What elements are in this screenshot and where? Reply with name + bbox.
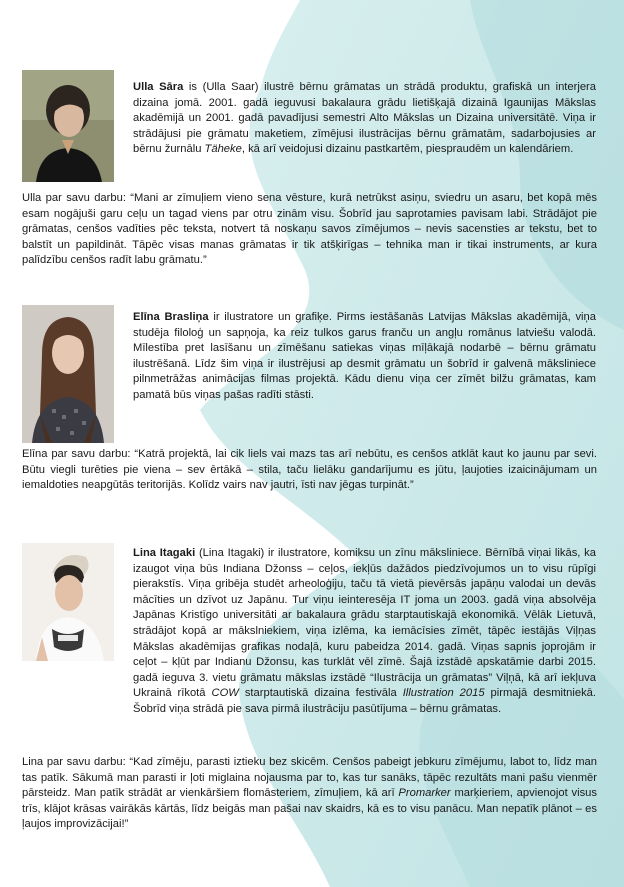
profile-name: Ulla Sāra [133, 81, 184, 93]
magazine-title: Täheke [204, 143, 242, 156]
profile-bio-ulla: Ulla Sāra is (Ulla Saar) ilustrē bērnu grāmatas un strādā produktu, grafiskā un interjera dizaina jomā. 2001. gadā ieguvusi bakalaura grādu lietišķajā dizainā Igaunijas Mākslas akadēmijā un 2001. gadā pavadījusi semestri Alto Mākslas un Dizaina universitātē. Viņa ir strādājusi pie grāmatu maketiem, zīmējusi ilustrācijas bērnu grāmatām, sadarbojusies ar bērnu žurnālu Täheke, kā arī veidojusi dizainu pastkartēm, piespraudēm un kalendāriem. [133, 81, 596, 156]
profile-quote-ulla: Ulla par savu darbu: “Mani ar zīmuļiem vieno sena vēsture, kurā netrūkst asiņu, sviedru un asaru, bet kopā mēs esam nogājuši garu ceļu un tagad viens par otru zinām visu. Šobrīd jau saprotamies pavisam labi. Strādājot pie grāmatas, cenšos vadīties pēc teksta, notvert tā noskaņu savos zīmējumos – nevis sacensties ar tekstu, bet to balstīt un papildināt. Tāpēc visas manas grāmatas ir tik atšķirīgas – tehnika man ir tikai instruments, ar kura palīdzību cenšos radīt labu grāmatu.” [22, 192, 597, 267]
profile-name: Elīna Brasliņa [133, 311, 209, 323]
festival-title: COW [211, 687, 239, 700]
profile-bio-lina: Lina Itagaki (Lina Itagaki) ir ilustratore, komiksu un zīnu māksliniece. Bērnībā viņai likās, ka izaugot viņa būs Indiana Džonss – ceļos, iekļūs dažādos piedzīvojumos un to visu rūpīgi pierakstīs. Viņa gribēja studēt arheoloģiju, taču tā vietā pievērsās japāņu valodai un devās mācīties un dzīvot uz Japānu. Tur viņu ieinteresēja IT joma un 2003. gadā viņa absolvēja Japānas Kristīgo universitāti ar bakalaura grādu starptautiskajā ekonomikā. Vēlāk Lietuvā, strādājot kopā ar mākslniekiem, viņa izlēma, ka iemācīsies zīmēt, tāpēc iestājās Viļņas Mākslas akadēmijas grafikas nodaļā, kuru pabeidza 2014. gadā. Viņas sapnis joprojām ir ceļot – kļūt par Indianu Džonsu, kas turklāt vēl zīmē. Šajā izstādē apskatāmie darbi 2015. gadā ieguva 3. vietu grāmatu mākslas izstādē “Ilustrācija un grāmatas” Viļņā, kā arī iekļuva Ukrainā rīkotā COW starptautiskā dizaina festivāla Illustration 2015 pirmajā desmitniekā. Šobrīd viņa strādā pie sava pirmā ilustrāciju pasūtījuma – bērnu grāmatas. [133, 547, 596, 715]
marker-brand-title: Promarker [398, 787, 451, 800]
profile-quote-elina: Elīna par savu darbu: “Katrā projektā, lai cik liels vai mazs tas arī nebūtu, es cenšos atklāt kaut ko jaunu par sevi. Būtu viegli turēties pie viena – sev ērtākā – stila, taču lielāku gandarījumu es jūtu, ļaujoties izaicinājumam un iemaldoties neapgūtās teritorijās. Kolīdz vairs nav jautri, īsti nav jēgas turpināt.” [22, 448, 597, 492]
profile-bio-elina: Elīna Brasliņa ir ilustratore un grafiķe. Pirms iestāšanās Latvijas Mākslas akadēmijā, viņa studēja filoloģ un sapņoja, ka reiz tulkos garus franču un angļu romānus latviešu valodā. Mīlestība pret lasīšanu un zīmēšanu satiekas viņas mīļākajā nodarbē – bērnu grāmatu ilustrēšanā. Līdz šim viņa ir ilustrējusi ap desmit grāmatu un šobrīd ir galvenā māksliniece pilnmetrāžas animācijas filmas projektā. Kādu dienu viņa cer zīmēt bilžu grāmatas, kam pamatā būs viņas pašas radīti stāsti. [133, 311, 596, 401]
profile-quote-lina: Lina par savu darbu: “Kad zīmēju, parasti iztieku bez skicēm. Cenšos pabeigt jebkuru zīmējumu, labot to, līdz man tas patīk. Sākumā man parasti ir ļoti miglaina nojausma par to, kas tur sanāks, tāpēc rezultāts mani pašu vienmēr pārsteidz. Man patīk strādāt ar vienkāršiem flomāsteriem, zīmuļiem, kā arī Promarker marķieriem, apvienojot visus trīs, klājot krāsas vairākās kārtās, līdz beigās man pašai nav skaidrs, kā es to visu panācu. Man nepatīk plānot – es ļaujos improvizācijai!” [22, 756, 597, 831]
festival-edition-title: Illustration 2015 [402, 687, 485, 700]
portrait-photo-elina [22, 305, 114, 443]
profile-name: Lina Itagaki [133, 547, 196, 559]
portrait-photo-lina [22, 543, 114, 661]
portrait-photo-ulla [22, 70, 114, 182]
